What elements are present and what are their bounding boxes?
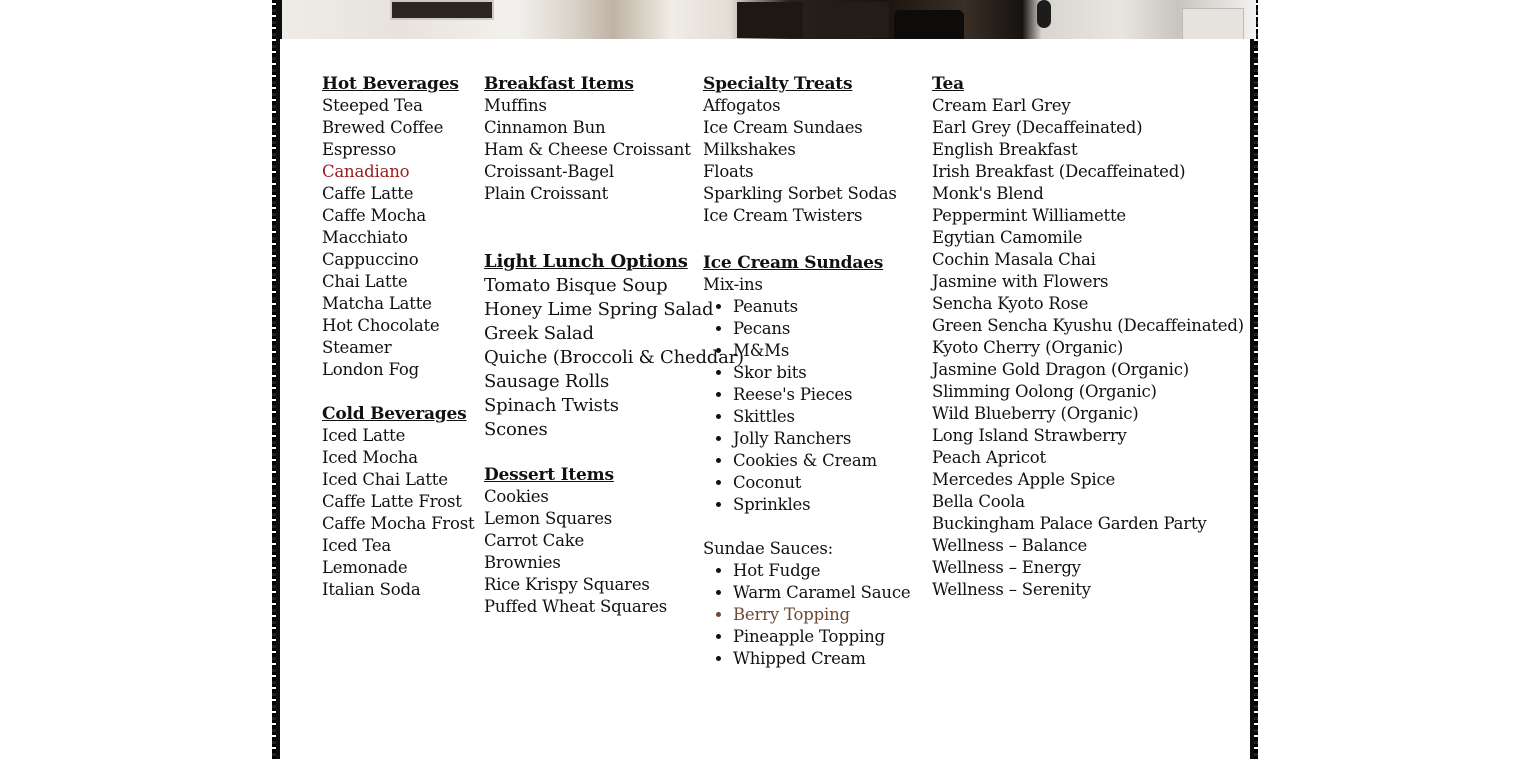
specialty-treats-list — [703, 95, 910, 227]
menu-item: Peach Apricot — [932, 448, 1046, 467]
menu-item: Monk's Blend — [932, 184, 1044, 203]
menu-item: Greek Salad — [484, 323, 594, 344]
menu-item: Milkshakes — [703, 140, 796, 159]
tea-list — [932, 95, 1244, 601]
frame-edge-left — [272, 0, 276, 759]
mixins-label: Mix-ins — [703, 275, 763, 294]
menu-item: Wild Blueberry (Organic) — [932, 404, 1139, 423]
menu-item: Long Island Strawberry — [932, 426, 1127, 445]
banner-register — [1182, 8, 1244, 39]
menu-item: Caffe Mocha Frost — [322, 514, 475, 533]
section-heading-ice-cream-sundaes: Ice Cream Sundaes — [703, 253, 884, 273]
menu-item: Muffins — [484, 96, 547, 115]
list-item: • Pecans — [733, 318, 910, 340]
menu-column-beverages — [322, 73, 474, 601]
section-heading-tea: Tea — [932, 74, 964, 94]
menu-item: Ham & Cheese Croissant — [484, 140, 691, 159]
banner-figure — [1037, 0, 1051, 28]
menu-item: English Breakfast — [932, 140, 1078, 159]
menu-item: Sausage Rolls — [484, 371, 610, 392]
spacer — [322, 381, 474, 403]
menu-item: Irish Breakfast (Decaffeinated) — [932, 162, 1186, 181]
menu-item: Egytian Camomile — [932, 228, 1083, 247]
menu-item: Steamer — [322, 338, 392, 357]
menu-item: Wellness – Balance — [932, 536, 1088, 555]
menu-item: Honey Lime Spring Salad — [484, 299, 714, 320]
list-item: • Coconut — [733, 472, 910, 494]
menu-item: Caffe Mocha — [322, 206, 427, 225]
menu-item: Earl Grey (Decaffeinated) — [932, 118, 1143, 137]
list-item: • Hot Fudge — [733, 560, 910, 582]
menu-item: Carrot Cake — [484, 531, 585, 550]
menu-item: Sencha Kyoto Rose — [932, 294, 1089, 313]
list-item: • Pineapple Topping — [733, 626, 910, 648]
menu-item: Brewed Coffee — [322, 118, 444, 137]
menu-item: Jasmine Gold Dragon (Organic) — [932, 360, 1190, 379]
menu-item: Floats — [703, 162, 754, 181]
banner-menu-board — [737, 2, 803, 38]
spacer — [703, 227, 910, 252]
menu-item: Cinnamon Bun — [484, 118, 606, 137]
list-item: • Cookies & Cream — [733, 450, 910, 472]
menu-item: Plain Croissant — [484, 184, 609, 203]
menu-item: Green Sencha Kyushu (Decaffeinated) — [932, 316, 1244, 335]
menu-item: Scones — [484, 419, 548, 440]
spacer — [703, 516, 910, 538]
list-item: • Reese's Pieces — [733, 384, 910, 406]
menu-column-treats — [703, 73, 910, 670]
menu-item: Spinach Twists — [484, 395, 619, 416]
section-heading-breakfast: Breakfast Items — [484, 74, 634, 94]
menu-item: Ice Cream Twisters — [703, 206, 863, 225]
menu-item: Cappuccino — [322, 250, 419, 269]
menu-item: Affogatos — [703, 96, 781, 115]
menu-item: Matcha Latte — [322, 294, 432, 313]
menu-item: Macchiato — [322, 228, 408, 247]
menu-item: Iced Latte — [322, 426, 406, 445]
menu-item: Slimming Oolong (Organic) — [932, 382, 1157, 401]
menu-item: Hot Chocolate — [322, 316, 440, 335]
mixins-list — [703, 296, 910, 516]
menu-item: Peppermint Williamette — [932, 206, 1126, 225]
menu-item: Cream Earl Grey — [932, 96, 1071, 115]
header-banner-image — [282, 0, 1256, 39]
menu-item: Chai Latte — [322, 272, 408, 291]
section-heading-light-lunch: Light Lunch Options — [484, 251, 688, 272]
list-item: • Warm Caramel Sauce — [733, 582, 910, 604]
menu-item: Iced Tea — [322, 536, 392, 555]
sauces-label: Sundae Sauces: — [703, 539, 833, 558]
menu-item: Italian Soda — [322, 580, 421, 599]
list-item: • Sprinkles — [733, 494, 910, 516]
menu-item: Brownies — [484, 553, 561, 572]
menu-item: Caffe Latte Frost — [322, 492, 462, 511]
section-heading-cold-beverages: Cold Beverages — [322, 404, 467, 424]
menu-item: Buckingham Palace Garden Party — [932, 514, 1207, 533]
section-heading-specialty-treats: Specialty Treats — [703, 74, 853, 94]
menu-item: Iced Chai Latte — [322, 470, 448, 489]
menu-content — [280, 39, 1250, 759]
cold-beverages-list — [322, 425, 474, 601]
menu-item: Mercedes Apple Spice — [932, 470, 1116, 489]
menu-item: Tomato Bisque Soup — [484, 275, 668, 296]
banner-counter — [894, 10, 964, 39]
menu-item: Cochin Masala Chai — [932, 250, 1096, 269]
menu-item: Lemonade — [322, 558, 408, 577]
menu-item: Sparkling Sorbet Sodas — [703, 184, 897, 203]
menu-item-link-canadiano[interactable]: Canadiano — [322, 162, 410, 181]
section-heading-dessert: Dessert Items — [484, 465, 614, 485]
hot-beverages-list — [322, 95, 474, 381]
sauces-list — [703, 560, 910, 670]
menu-item: Rice Krispy Squares — [484, 575, 650, 594]
menu-item: Kyoto Cherry (Organic) — [932, 338, 1124, 357]
menu-item: Croissant-Bagel — [484, 162, 614, 181]
menu-item: Ice Cream Sundaes — [703, 118, 863, 137]
menu-item: London Fog — [322, 360, 419, 379]
section-heading-hot-beverages: Hot Beverages — [322, 74, 459, 94]
menu-item: Cookies — [484, 487, 549, 506]
list-item-link-berry-topping[interactable]: • Berry Topping — [733, 604, 910, 626]
menu-item: Jasmine with Flowers — [932, 272, 1109, 291]
menu-item: Quiche (Broccoli & Cheddar) — [484, 347, 744, 368]
menu-item: Lemon Squares — [484, 509, 613, 528]
list-item: • Jolly Ranchers — [733, 428, 910, 450]
menu-item: Espresso — [322, 140, 396, 159]
menu-item: Wellness – Energy — [932, 558, 1081, 577]
menu-column-tea — [932, 73, 1244, 601]
frame-edge-right — [1254, 0, 1258, 759]
list-item: • Whipped Cream — [733, 648, 910, 670]
banner-frame-shape — [390, 0, 494, 20]
menu-item: Wellness – Serenity — [932, 580, 1091, 599]
menu-item: Caffe Latte — [322, 184, 414, 203]
list-item: • Skittles — [733, 406, 910, 428]
menu-item: Steeped Tea — [322, 96, 423, 115]
menu-item: Bella Coola — [932, 492, 1025, 511]
banner-menu-board — [827, 2, 889, 38]
list-item: • M&Ms — [733, 340, 910, 362]
menu-item: Iced Mocha — [322, 448, 418, 467]
menu-item: Puffed Wheat Squares — [484, 597, 668, 616]
list-item: • Peanuts — [733, 296, 910, 318]
list-item: • Skor bits — [733, 362, 910, 384]
